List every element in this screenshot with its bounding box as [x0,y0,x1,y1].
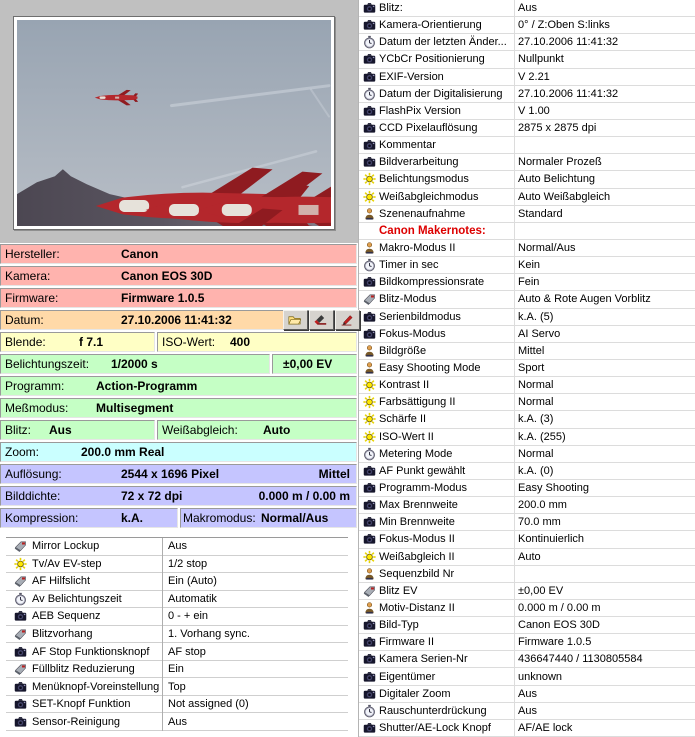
custom-function-label: Mirror Lockup [32,540,100,553]
exif-row[interactable] [359,291,695,308]
field-value: k.A. [121,511,144,525]
custom-function-label: Av Belichtungszeit [32,592,122,605]
camera-icon [14,645,27,658]
field-value: Canon [121,247,159,261]
exif-row[interactable] [359,634,695,651]
summary-cell [0,398,357,418]
exif-label: Weißabgleich II [379,550,455,563]
exif-value: 0° / Z:Oben S:links [518,19,610,32]
summary-row [0,419,358,441]
exif-value: Nullpunkt [518,53,564,66]
custom-function-value: Ein [168,663,184,676]
exif-label: FlashPix Version [379,104,461,117]
exif-label: Rauschunterdrückung [379,704,487,717]
stamp-icon [314,314,327,327]
exif-row[interactable] [359,34,695,51]
exif-row[interactable] [359,326,695,343]
camera-icon [363,70,376,83]
exif-value: Auto Belichtung [518,173,596,186]
exif-row[interactable] [359,429,695,446]
custom-function-value: 0 - + ein [168,610,209,623]
summary-cell [0,508,178,528]
camera-icon [363,122,376,135]
field-value: 72 x 72 dpi [121,489,183,503]
person-icon [363,567,376,580]
clock-icon [14,592,27,605]
camera-icon [363,139,376,152]
exif-row[interactable] [359,343,695,360]
exif-label: Blitz-Modus [379,293,437,306]
exif-value: 70.0 mm [518,516,561,529]
exif-row[interactable] [359,171,695,188]
exif-label: Bildgröße [379,344,427,357]
exif-value: Aus [518,704,537,717]
summary-cell [0,442,357,462]
exif-label: Makro-Modus II [379,242,456,255]
exif-label: Metering Mode [379,447,453,460]
custom-function-row[interactable] [6,538,348,556]
person-icon [363,242,376,255]
exif-row[interactable] [359,566,695,583]
summary-row [0,507,358,529]
field-label: Kamera: [5,269,51,283]
custom-function-row[interactable] [6,573,348,591]
camera-icon [363,482,376,495]
exif-label: Eigentümer [379,670,436,683]
field-value: f 7.1 [79,335,104,349]
summary-row [0,243,358,265]
custom-function-value: Top [168,680,186,693]
field-value: 0.000 m / 0.00 m [258,489,350,503]
camera-icon [363,104,376,117]
camera-icon [363,464,376,477]
exif-label: Farbsättigung II [379,396,456,409]
summary-cell [0,420,155,440]
exif-list-column-divider [514,0,515,737]
custom-function-label: Blitzvorhang [32,628,93,640]
exif-label: Shutter/AE-Lock Knopf [379,721,491,734]
pen-icon [340,314,353,327]
custom-function-value: 1. Vorhang sync. [168,628,250,640]
exif-row[interactable] [359,411,695,428]
summary-cell [0,376,357,396]
summary-row [0,397,358,419]
exif-value: 200.0 mm [518,499,567,512]
exif-value: Mittel [518,344,545,357]
exif-value: Normal [518,447,554,460]
exif-value: 2875 x 2875 dpi [518,122,597,135]
custom-function-label: SET-Knopf Funktion [32,698,131,711]
exif-row[interactable] [359,497,695,514]
summary-row [0,309,358,331]
exif-row[interactable] [359,69,695,86]
field-value: 200.0 mm Real [81,445,165,459]
exif-row[interactable] [359,720,695,737]
exif-value: Auto & Rote Augen Vorblitz [518,293,651,306]
exif-row[interactable] [359,651,695,668]
flash-icon [14,628,27,641]
camera-icon [363,516,376,529]
exif-label: Weißabgleichmodus [379,190,479,203]
folder-icon [288,314,301,327]
exif-row[interactable] [359,257,695,274]
camera-icon [363,619,376,632]
exif-label: Serienbildmodus [379,310,461,323]
jet-icon [95,90,138,106]
sun-icon [363,173,376,186]
exif-value: k.A. (255) [518,430,566,443]
summary-cell [0,288,357,308]
summary-cell [157,332,357,352]
exif-row[interactable] [359,583,695,600]
photo-thumbnail [13,16,335,230]
person-icon [363,344,376,357]
custom-function-value: Aus [168,540,187,553]
sun-icon [363,413,376,426]
exif-label: Blitz: [379,2,403,15]
exif-row[interactable] [359,0,695,17]
camera-icon [363,2,376,15]
photo-panel [0,0,358,243]
clock-icon [363,447,376,460]
sun-icon [363,379,376,392]
clock-icon [363,259,376,272]
summary-cell [157,420,357,440]
exif-label: Bildkompressionsrate [379,276,485,289]
exif-value: Normal [518,379,554,392]
field-label: Weißabgleich: [162,423,238,437]
exif-row[interactable] [359,703,695,720]
exif-label: Programm-Modus [379,482,468,494]
exif-value: Canon EOS 30D [518,619,600,632]
custom-function-value: Ein (Auto) [168,575,217,588]
field-value: Mittel [318,467,350,481]
exif-label: Schärfe II [379,413,427,426]
field-value: Firmware 1.0.5 [121,291,205,305]
exif-label: AF Punkt gewählt [379,464,466,477]
flash-icon [363,584,376,597]
exif-value: Normal/Aus [518,242,576,255]
custom-function-label: AF Hilfslicht [32,575,91,588]
exif-row[interactable] [359,17,695,34]
camera-icon [363,533,376,546]
exif-row[interactable] [359,240,695,257]
camera-icon [363,721,376,734]
exif-label: EXIF-Version [379,70,444,83]
custom-function-value: Automatik [168,592,217,605]
field-label: Belichtungszeit: [5,357,90,371]
exif-row[interactable] [359,360,695,377]
summary-row [0,331,358,353]
summary-cell [272,354,357,374]
field-value: 400 [230,335,251,349]
custom-function-label: AF Stop Funktionsknopf [32,645,150,658]
exif-value: 436647440 / 1130805584 [518,653,643,666]
field-value: Aus [49,423,72,437]
camera-icon [363,499,376,512]
exif-row[interactable] [359,51,695,68]
custom-function-label: AEB Sequenz [32,610,101,623]
summary-row [0,441,358,463]
field-value: 1/2000 s [111,357,158,371]
custom-function-value: Not assigned (0) [168,698,249,711]
airshow-photo [17,20,331,226]
exif-value: unknown [518,670,563,683]
camera-icon [363,327,376,340]
exif-row[interactable] [359,514,695,531]
exif-property-list[interactable] [358,0,695,737]
makernotes-header: Canon Makernotes: [379,224,486,237]
summary-cell [0,266,357,286]
custom-function-row[interactable] [6,696,348,714]
exif-row[interactable] [359,309,695,326]
custom-function-row[interactable] [6,643,348,661]
custom-function-row[interactable] [6,626,348,644]
exif-label: Belichtungsmodus [379,173,469,186]
exif-label: YCbCr Positionierung [379,53,485,66]
exif-value: Easy Shooting [518,482,589,494]
exif-value: AF/AE lock [518,721,573,734]
exif-row[interactable] [359,377,695,394]
exif-row[interactable] [359,120,695,137]
exif-value: 0.000 m / 0.00 m [518,601,601,614]
exif-label: Kommentar [379,139,436,152]
field-value: Auto [263,423,291,437]
summary-row [0,463,358,485]
custom-function-row[interactable] [6,591,348,609]
exif-value: V 1.00 [518,104,550,117]
field-label: Blende: [5,335,46,349]
exif-value: Aus [518,2,537,15]
custom-table-column-divider [162,538,163,731]
camera-icon [14,715,27,728]
exif-label: Easy Shooting Mode [379,362,481,375]
field-label: Kompression: [5,511,79,525]
custom-function-row[interactable] [6,608,348,626]
exif-row[interactable] [359,617,695,634]
field-label: Datum: [5,313,44,327]
summary-cell [0,332,155,352]
exif-label: Szenenaufnahme [379,207,466,220]
exif-row[interactable] [359,394,695,411]
camera-icon [363,636,376,649]
exif-row[interactable] [359,154,695,171]
clock-icon [363,36,376,49]
clock-icon [363,87,376,100]
person-icon [363,207,376,220]
exif-label: Firmware II [379,636,434,649]
exif-label: Fokus-Modus [379,327,446,340]
custom-function-row[interactable] [6,556,348,574]
sun-icon [363,396,376,409]
summary-row [0,485,358,507]
camera-icon [363,19,376,32]
open-file-button[interactable] [283,310,308,330]
exif-value: k.A. (0) [518,464,554,477]
custom-function-value: AF stop [168,645,206,658]
flash-icon [14,663,27,676]
exif-value: V 2.21 [518,70,550,83]
sun-icon [14,557,27,570]
exif-value: Sport [518,362,545,375]
summary-row [0,353,358,375]
sun-icon [363,550,376,563]
summary-cell [180,508,357,528]
field-label: Zoom: [5,445,40,459]
camera-icon [363,156,376,169]
clock-icon [363,704,376,717]
flash-icon [363,293,376,306]
exif-row[interactable] [359,446,695,463]
camera-icon [14,698,27,711]
exif-row[interactable] [359,137,695,154]
custom-functions-table [6,537,348,731]
sun-icon [363,430,376,443]
custom-function-label: Tv/Av EV-step [32,557,102,570]
exif-value: AI Servo [518,327,561,340]
custom-function-label: Sensor-Reinigung [32,715,121,728]
field-value: Action-Programm [96,379,198,393]
custom-function-row[interactable] [6,713,348,731]
field-value: Canon EOS 30D [121,269,213,283]
exif-value: Normaler Prozeß [518,156,602,169]
exif-value: ±0,00 EV [518,584,564,597]
exif-label: Blitz EV [379,584,418,597]
summary-cell [0,464,357,484]
exif-label: Datum der letzten Änder... [379,36,507,49]
field-label: Bilddichte: [5,489,61,503]
field-value: 27.10.2006 11:41:32 [121,313,232,327]
exif-row[interactable] [359,206,695,223]
exif-label: Kamera Serien-Nr [379,653,468,666]
exif-row[interactable] [359,668,695,685]
exif-row[interactable] [359,686,695,703]
custom-function-value: Aus [168,715,187,728]
summary-row [0,375,358,397]
custom-function-label: Füllblitz Reduzierung [32,663,135,676]
exif-row[interactable] [359,600,695,617]
exif-value: Auto [518,550,541,563]
exif-row[interactable] [359,86,695,103]
exif-value: Kein [518,259,541,272]
person-icon [363,601,376,614]
person-icon [363,362,376,375]
field-label: Meßmodus: [5,401,69,415]
exif-label: Kamera-Orientierung [379,19,482,32]
field-value: Multisegment [96,401,174,415]
exif-label: ISO-Wert II [379,430,434,443]
exif-value: Aus [518,687,537,700]
summary-cell [0,244,357,264]
field-label: Firmware: [5,291,59,305]
field-value: 2544 x 1696 Pixel [121,467,220,481]
exif-label: Sequenzbild Nr [379,567,455,580]
camera-icon [363,653,376,666]
camera-icon [363,310,376,323]
custom-function-row[interactable] [6,678,348,696]
custom-function-row[interactable] [6,661,348,679]
camera-icon [363,53,376,66]
exif-value: Firmware 1.0.5 [518,636,592,649]
summary-cell [0,486,357,506]
exif-label: Digitaler Zoom [379,687,451,700]
exif-row[interactable] [359,549,695,566]
exif-label: Min Brennweite [379,516,455,529]
field-label: Programm: [5,379,65,393]
custom-function-label: Menüknopf-Voreinstellung [32,680,160,693]
exif-label: Motiv-Distanz II [379,601,455,614]
flash-icon [14,540,27,553]
camera-icon [363,276,376,289]
field-label: Hersteller: [5,247,60,261]
summary-row [0,287,358,309]
exif-value: k.A. (5) [518,310,554,323]
exif-label: Fokus-Modus II [379,533,455,546]
exif-label: Timer in sec [379,259,439,272]
exif-value: 27.10.2006 11:41:32 [518,36,619,49]
camera-icon [14,610,27,623]
camera-icon [363,670,376,683]
exif-label: CCD Pixelauflösung [379,122,478,135]
makernotes-header-row[interactable] [359,223,695,240]
exif-row[interactable] [359,189,695,206]
custom-function-value: 1/2 stop [168,557,208,570]
camera-icon [363,687,376,700]
summary-grid [0,243,358,529]
exif-label: Bild-Typ [379,619,419,632]
field-value: Normal/Aus [261,511,329,525]
summary-cell [0,354,270,374]
date-stamp-button[interactable] [309,310,334,330]
field-label: ISO-Wert: [162,335,216,349]
field-value: ±0,00 EV [283,357,333,371]
field-label: Makromodus: [183,511,256,525]
edit-date-button[interactable] [335,310,360,330]
exif-value: Fein [518,276,540,289]
field-label: Auflösung: [5,467,62,481]
sun-icon [363,190,376,203]
exif-value: k.A. (3) [518,413,554,426]
exif-row[interactable] [359,103,695,120]
exif-value: Kontinuierlich [518,533,585,546]
exif-value: Standard [518,207,563,220]
exif-value: 27.10.2006 11:41:32 [518,87,619,100]
exif-label: Bildverarbeitung [379,156,459,169]
exif-row[interactable] [359,274,695,291]
exif-value: Auto Weißabgleich [518,190,611,203]
exif-row[interactable] [359,480,695,497]
field-label: Blitz: [5,423,32,437]
camera-icon [14,680,27,693]
exif-value: Normal [518,396,554,409]
exif-label: Kontrast II [379,379,430,392]
flash-icon [14,575,27,588]
exif-row[interactable] [359,531,695,548]
exif-row[interactable] [359,463,695,480]
summary-row [0,265,358,287]
exif-label: Max Brennweite [379,499,458,512]
exif-label: Datum der Digitalisierung [379,87,503,100]
